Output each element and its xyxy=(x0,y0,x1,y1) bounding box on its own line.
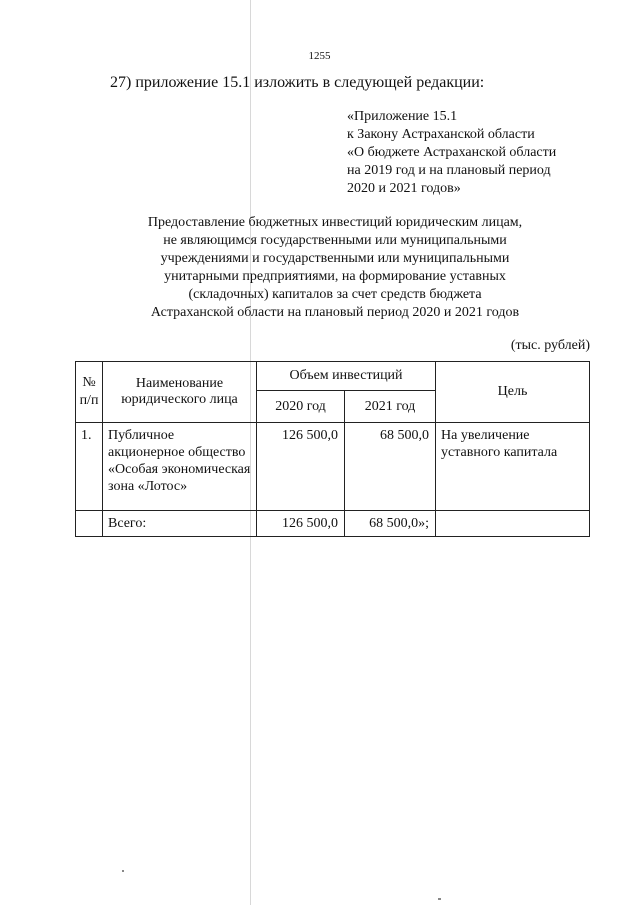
header-name: Наименование юридического лица xyxy=(103,362,257,423)
table-row xyxy=(76,423,590,511)
heading-line: учреждениями и государственными или муниципальными xyxy=(160,251,510,266)
appendix-line: «О бюджете Астраханской области xyxy=(347,145,557,160)
header-year-2020: 2020 год xyxy=(257,391,345,423)
scan-speck xyxy=(438,898,441,900)
total-row xyxy=(76,511,590,537)
units-label: (тыс. рублей) xyxy=(510,338,590,353)
header-year-2021: 2021 год xyxy=(345,391,436,423)
header-goal: Цель xyxy=(436,362,590,423)
page-number: 1255 xyxy=(308,50,331,62)
total-number-cell xyxy=(76,511,103,537)
total-value-2020: 126 500,0 xyxy=(257,511,345,537)
appendix-line: на 2019 год и на плановый период xyxy=(347,163,551,178)
heading-line: унитарными предприятиями, на формирование уставных xyxy=(164,269,506,284)
appendix-line: 2020 и 2021 годов» xyxy=(347,181,461,196)
header-number: № п/п xyxy=(76,362,103,423)
row-name: Публичное акционерное общество «Особая экономическая зона «Лотос» xyxy=(103,423,257,511)
investment-table xyxy=(75,361,590,537)
appendix-reference xyxy=(347,108,556,198)
header-volume: Объем инвестиций xyxy=(257,362,436,391)
heading-line: Предоставление бюджетных инвестиций юридическим лицам, xyxy=(147,215,523,230)
total-label: Всего: xyxy=(103,511,257,537)
row-number: 1. xyxy=(76,423,103,511)
row-value-2020: 126 500,0 xyxy=(257,423,345,511)
amendment-intro: 27) приложение 15.1 изложить в следующей редакции: xyxy=(110,74,485,91)
appendix-line: к Закону Астраханской области xyxy=(347,127,535,142)
row-goal: На увеличение уставного капитала xyxy=(436,423,590,511)
total-value-2021: 68 500,0»; xyxy=(345,511,436,537)
heading-line: Астраханской области на плановый период 2020 и 2021 годов xyxy=(150,305,520,320)
heading-line: (складочных) капиталов за счет средств бюджета xyxy=(188,287,482,302)
heading-line: не являющимся государственными или муниципальными xyxy=(163,233,507,248)
scan-speck xyxy=(122,870,124,872)
document-heading xyxy=(70,214,600,322)
total-goal-cell xyxy=(436,511,590,537)
row-value-2021: 68 500,0 xyxy=(345,423,436,511)
appendix-line: «Приложение 15.1 xyxy=(347,109,458,124)
